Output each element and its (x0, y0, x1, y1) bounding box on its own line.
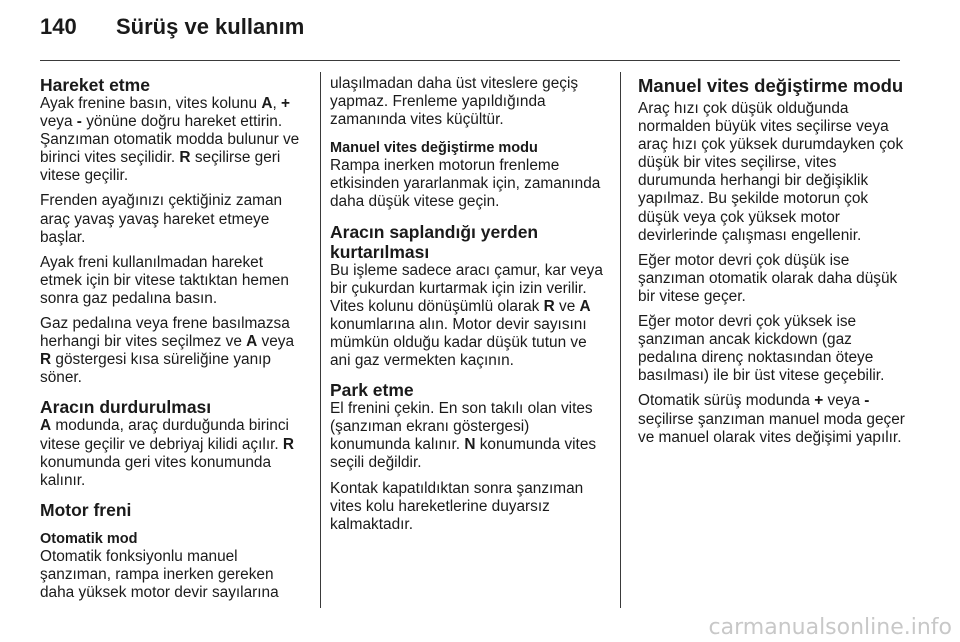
column-1 (40, 75, 308, 602)
paragraph: Bu işleme sadece aracı çamur, kar veya bir çukurdan kurtarmak için izin verilir. Vites kolunu dönüşümlü olarak R ve A konumlarına alın. Motor devir sayısını mümkün olduğu kadar düşük tutun ve ani gaz vermekten kaçının. (330, 261, 603, 370)
paragraph: Ayak frenine basın, vites kolunu A, + veya - yönüne doğru hareket ettirin. Şanzıman otomatik modda bulunur ve birinci vites seçilidir. R seçilirse geri vitese geçilir. (40, 95, 300, 185)
paragraph: Gaz pedalına veya frene basılmazsa herhangi bir vites seçilmez ve A veya R göstergesi kısa süreliğine yanıp söner. (40, 315, 295, 387)
heading-manuel-vites-modu: Manuel vites değiştirme modu (638, 75, 904, 96)
heading-hareket-etme: Hareket etme (40, 75, 150, 95)
header-rule (40, 60, 900, 61)
paragraph: Araç hızı çok düşük olduğunda normalden büyük vites seçilirse veya araç hızı çok yüksek durumdayken çok düşük bir vites seçilirse, vites durumunda herhangi bir değişiklik yapılmaz. Bu şekilde motorun çok düşük veya çok yüksek motor devirlerinde çalışması engellenir. (638, 100, 904, 244)
paragraph: Kontak kapatıldıktan sonra şanzıman vites kolu hareketlerine duyarsız kalmaktadır. (330, 479, 584, 533)
paragraph: Rampa inerken motorun frenleme etkisinden yararlanmak için, zamanında daha düşük vitese geçin. (330, 157, 601, 211)
subheading-otomatik-mod: Otomatik mod (40, 530, 138, 547)
column-2 (330, 75, 608, 534)
column-3 (638, 75, 908, 447)
heading-motor-freni: Motor freni (40, 499, 132, 520)
paragraph: Otomatik sürüş modunda + veya - seçilirse şanzıman manuel moda geçer ve manuel olarak vites değişimi yapılır. (638, 392, 905, 446)
paragraph: A modunda, araç durduğunda birinci vitese geçilir ve debriyaj kilidi açılır. R konumunda geri vites konumunda kalınır. (40, 417, 295, 489)
column-divider-1 (320, 72, 321, 608)
paragraph: El frenini çekin. En son takılı olan vites (şanzıman ekranı göstergesi) konumunda kalınır. N konumunda vites seçili değildir. (330, 400, 597, 472)
subheading-manuel-vites: Manuel vites değiştirme modu (330, 140, 538, 157)
paragraph: Frenden ayağınızı çektiğiniz zaman araç yavaş yavaş hareket etmeye başlar. (40, 192, 283, 246)
heading-park-etme: Park etme (330, 380, 414, 401)
paragraph: Otomatik fonksiyonlu manuel şanzıman, rampa inerken gereken daha yüksek motor devir sayılarına (40, 547, 279, 601)
chapter-title: Sürüş ve kullanım (116, 14, 305, 39)
paragraph: Eğer motor devri çok düşük ise şanzıman otomatik olarak daha düşük bir vitese geçer. (638, 251, 898, 305)
column-divider-2 (620, 72, 621, 608)
paragraph: ulaşılmadan daha üst viteslere geçiş yapmaz. Frenleme yapıldığında zamanında vites küçültür. (330, 75, 579, 129)
watermark: carmanualsonline.info (708, 615, 952, 640)
paragraph: Ayak freni kullanılmadan hareket etmek için bir vitese taktıktan hemen sonra gaz pedalına basın. (40, 253, 289, 307)
page-number: 140 (40, 14, 77, 39)
paragraph: Eğer motor devri çok yüksek ise şanzıman ancak kickdown (gaz pedalına direnç noktasından öteye basılması) ile bir üst vitese geçebilir. (638, 313, 885, 385)
heading-saplanma: Aracın saplandığı yerden kurtarılması (330, 221, 539, 262)
heading-aracin-durdurulmasi: Aracın durdurulması (40, 397, 212, 418)
